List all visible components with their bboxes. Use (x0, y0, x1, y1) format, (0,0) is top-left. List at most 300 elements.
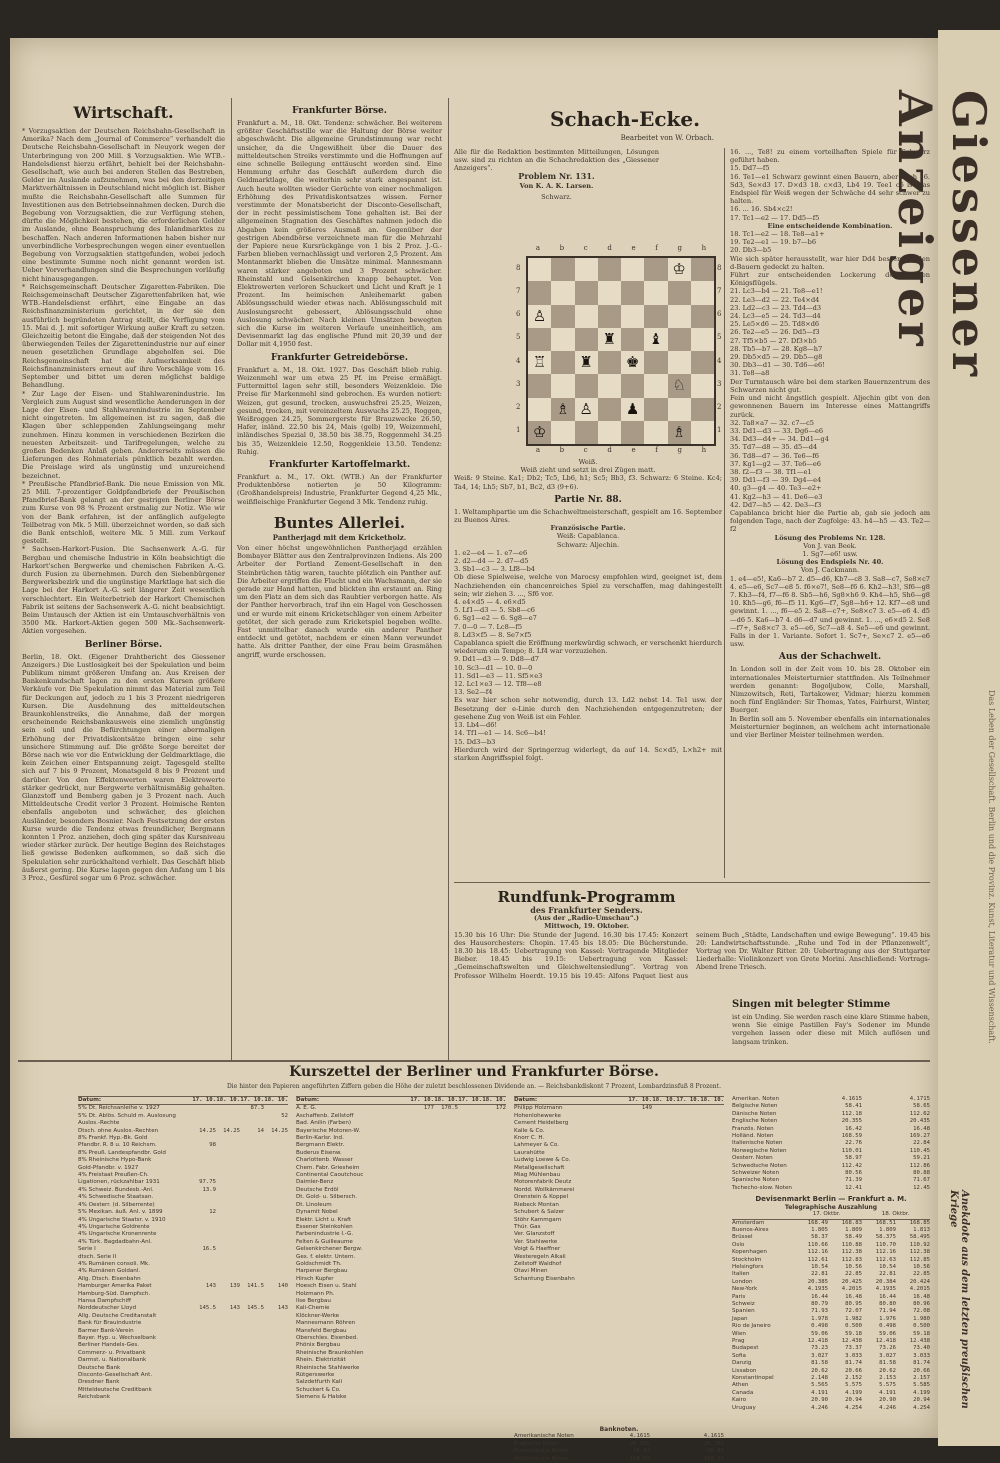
board-square (551, 351, 574, 374)
price-cell (482, 1305, 506, 1312)
security-name: Norddeutscher Lloyd (78, 1305, 137, 1312)
table-row (78, 1128, 288, 1135)
table-row (296, 1217, 506, 1224)
spine-small-text: Das Leben der Gesellschaft. Berlin und die Provinz. Kunst, Literatur und Wissenschaft. (987, 690, 996, 1044)
table-row (296, 1165, 506, 1172)
price-cell (458, 1202, 482, 1209)
price-cell (434, 1179, 458, 1186)
price-cell (434, 1113, 458, 1120)
price-cell (192, 1365, 216, 1372)
rate-cell: 168.85 (909, 1219, 930, 1226)
price-cell (240, 1291, 264, 1298)
price-cell (482, 1120, 506, 1127)
table-row (296, 1202, 506, 1209)
security-name: 4% Ungarische Goldrente (78, 1223, 150, 1230)
price-cell (192, 1194, 216, 1201)
fx-row (732, 1308, 930, 1315)
price-cell (240, 1172, 264, 1179)
rate-cell: 20.355 (841, 1118, 862, 1125)
schachwelt-text2: In Berlin soll am 5. November ebenfalls ein internationales Meisterturnier beginnen, an welchem acht internationale und vier Berliner Meister teilnehmen werden. (730, 714, 930, 740)
price-cell (216, 1120, 240, 1127)
price-cell: 14.25 (271, 1127, 288, 1134)
rate-cell: 12.418 (807, 1338, 828, 1344)
board-square: ♗ (551, 398, 574, 421)
board-square: ♝ (644, 328, 667, 351)
price-cell (264, 1179, 288, 1186)
security-name: Phönix Bergbau (296, 1342, 341, 1349)
rate-cell: 168.59 (629, 1455, 650, 1462)
side-white: Weiß. (578, 458, 598, 466)
rate-cell: 5.565 (811, 1382, 828, 1389)
rate-cell: 20.90 (879, 1397, 896, 1404)
fx-row (732, 1133, 930, 1140)
file-label: e (631, 244, 636, 252)
price-cell (700, 1194, 724, 1201)
price-cell: 12 (209, 1209, 216, 1216)
currency-name: Amsterdam (732, 1219, 765, 1226)
currency-name: Englische Noten (514, 1440, 560, 1447)
table-row (296, 1239, 506, 1246)
table-row (296, 1179, 506, 1186)
price-cell (264, 1135, 288, 1142)
price-cell (434, 1239, 458, 1246)
price-cell (700, 1135, 724, 1142)
price-cell (264, 1217, 288, 1224)
table-row (78, 1254, 288, 1261)
rate-cell: 112.18 (841, 1110, 862, 1117)
rate-cell: 12.45 (913, 1184, 930, 1191)
security-name: Voigt & Haeffner (514, 1246, 561, 1253)
rate-cell: 112.16 (807, 1249, 828, 1256)
board-square (691, 305, 714, 328)
board-square (551, 305, 574, 328)
rundfunk-subtitle: des Frankfurter Senders. (530, 905, 643, 915)
security-name: Buderus Eisenw. (296, 1149, 342, 1156)
price-cell (192, 1150, 216, 1157)
rate-cell: 112.38 (909, 1249, 930, 1256)
rate-cell: 4.199 (913, 1389, 930, 1396)
price-cell (410, 1120, 434, 1127)
price-cell (216, 1320, 240, 1327)
price-cell (216, 1394, 240, 1401)
file-label: g (677, 446, 682, 454)
problem-author: Von K. A. K. Larsen. (519, 182, 594, 190)
price-cell (434, 1357, 458, 1364)
fx-row (732, 1405, 930, 1412)
table-row (514, 1105, 724, 1112)
decisive-combination: Eine entscheidende Kombination. (767, 221, 893, 230)
price-cell (628, 1157, 652, 1164)
table-row (296, 1150, 506, 1157)
security-name: Bad. Anilin (Farben) (296, 1120, 352, 1127)
price-cell (264, 1172, 288, 1179)
price-cell (700, 1202, 724, 1209)
price-cell (434, 1224, 458, 1231)
security-name: Thür. Gas (514, 1223, 541, 1230)
rate-cell: 72.08 (913, 1308, 930, 1315)
price-cell (676, 1179, 700, 1186)
security-name: Dtsch. ohne Auslos.-Rechten (78, 1127, 159, 1134)
price-cell (216, 1224, 240, 1231)
price-cell (192, 1239, 216, 1246)
rank-label: 5 (516, 333, 521, 342)
price-cell (216, 1172, 240, 1179)
rate-cell: 112.42 (841, 1162, 862, 1169)
security-name: Otavi Minen (514, 1268, 548, 1275)
price-cell (434, 1320, 458, 1327)
rundfunk-text: 15.30 bis 16 Uhr: Die Stunde der Jugend. 16.30 bis 17.45: Konzert des Hausorchesters: Chopin. 17.45 bis 18.05: Die Bücherstunde. 18.30 bis 18.45: Uebertragung von Kassel: Vortragende Mitglieder Bieber. 18.45 bis 19.15: Uebertragung von Kassel: „Gemeinschaftswelten und Gleichweltensiedlung“. Vortrag von Professor Wilhelm Hoerdt. 19.15 bis 19.45: Alfons Paquet liest aus seinem Buch „Städte, Landschaften und ewige Bewegung“. 19.45 bis 20: Landwirtschaftsstunde. „Ruhe und Tod in der Pflanzenwelt“, Vortrag von Dr. Walter Ritter. 20: Uebertragung aus der Stuttgarter Liederhalle: Violinkonzert von Grete Morini. Anschließend: Vortrags-Abend Irene Triesch. (454, 930, 930, 980)
board-square (621, 421, 644, 444)
currency-name: Brüssel (732, 1234, 753, 1241)
price-cell (652, 1172, 676, 1179)
price-cell (676, 1261, 700, 1268)
rate-cell: 22.85 (845, 1271, 862, 1278)
board-square (598, 281, 621, 304)
price-cell (216, 1276, 240, 1283)
table-row (296, 1231, 506, 1238)
rundfunk-title: Rundfunk-Programm (497, 888, 676, 906)
price-cell (482, 1357, 506, 1364)
table-row (296, 1372, 506, 1379)
price-cell: 139 (229, 1283, 240, 1290)
security-name: 8% Preuß. Landespfandbr. Gold (78, 1149, 166, 1156)
rank-label: 5 (717, 333, 722, 342)
price-cell (192, 1120, 216, 1127)
price-cell (458, 1217, 482, 1224)
price-cell (482, 1187, 506, 1194)
file-label: d (607, 446, 612, 454)
currency-name: London (732, 1278, 753, 1285)
price-cell (192, 1320, 216, 1327)
currency-name: Oesterr. Noten (732, 1155, 773, 1162)
price-cell (216, 1291, 240, 1298)
table-row (514, 1231, 724, 1238)
rate-cell: 3.027 (811, 1352, 828, 1359)
table-row (514, 1172, 724, 1179)
rate-cell: 169.27 (909, 1133, 930, 1140)
rate-cell: 59.06 (811, 1330, 828, 1337)
partie-black: Schwarz: Aljechin. (556, 540, 620, 549)
security-name: Hansa Dampfschiff (78, 1297, 131, 1304)
table-row (296, 1157, 506, 1164)
price-cell (700, 1150, 724, 1157)
price-cell (676, 1194, 700, 1201)
board-square (691, 258, 714, 281)
board-square (644, 258, 667, 281)
price-cell (676, 1172, 700, 1179)
currency-name: Kopenhagen (732, 1249, 767, 1256)
price-cell (482, 1179, 506, 1186)
price-cell (240, 1179, 264, 1186)
price-cell (264, 1379, 288, 1386)
table-row (514, 1268, 724, 1275)
table-row (78, 1305, 288, 1312)
price-cell (676, 1231, 700, 1238)
price-cell (240, 1157, 264, 1164)
price-cell (410, 1357, 434, 1364)
comment-8: Fein und nicht ängstlich gespielt. Aljechin gibt von den gewonnenen Bauern im Interesse eines Mattangriffs zurück. (730, 394, 930, 419)
table-row (296, 1305, 506, 1312)
fx-row (732, 1331, 930, 1338)
price-cell (216, 1217, 240, 1224)
rate-cell: 12.438 (909, 1338, 930, 1344)
table-row (78, 1387, 288, 1394)
fx-row (732, 1148, 930, 1155)
price-cell (216, 1379, 240, 1386)
price-cell (628, 1142, 652, 1149)
board-square: ♗ (668, 421, 691, 444)
currency-name: Italien (732, 1271, 750, 1278)
table-row (296, 1120, 506, 1127)
price-cell (482, 1209, 506, 1216)
price-cell (240, 1120, 264, 1127)
price-cell (434, 1394, 458, 1401)
table-row (296, 1135, 506, 1142)
security-name: Stöhr Kammgarn (514, 1216, 562, 1223)
security-name: 4% Schwedische Staatsan. (78, 1194, 154, 1201)
price-cell (192, 1394, 216, 1401)
getreide-text: Frankfurt a. M., 18. Okt. 1927. Das Geschäft blieb ruhig. Weizenmehl war um etwa 25 Pf. im Preise ermäßigt. Futtermittel lagen sehr still, besonders Weizenkleie. Die Preise für Markenmehl sind gebrochen. Es wurden notiert: Weizen, gut gesund, trocken, auswuchsfrei 25.25, Weizen, gesund, trocken, mit vereinzeltem Auswuchs 25.25, Roggen, Weißroggen 24.25, Sommergerste für Brauzwecke 26.50, Hafer, inländ. 22.50 bis 24, Mais (gelb) 19, Weizenmehl, inländisches Spezial 0, 38.50 bis 38.75, Roggenmehl 34.25 bis 35, Weizenkleie 12.50, Roggenkleie 13.50. Tendenz: Ruhig. (237, 365, 442, 456)
board-square (551, 374, 574, 397)
price-cell (216, 1365, 240, 1372)
price-cell (628, 1150, 652, 1157)
table-header (78, 1096, 288, 1105)
board-ranks-left (516, 256, 520, 442)
fx-row (514, 1456, 724, 1463)
price-cell (216, 1105, 240, 1112)
price-cell (240, 1313, 264, 1320)
fx-row (732, 1397, 930, 1404)
price-cell: 143 (277, 1305, 288, 1312)
price-cell (458, 1254, 482, 1261)
table-row (78, 1268, 288, 1275)
price-cell (192, 1224, 216, 1231)
price-cell (652, 1135, 676, 1142)
table-row (78, 1372, 288, 1379)
security-name: Felten & Guilleaume (296, 1238, 353, 1245)
price-cell (482, 1165, 506, 1172)
price-cell (434, 1142, 458, 1149)
table-row (514, 1246, 724, 1253)
table-row (296, 1113, 506, 1120)
rate-cell: 1.982 (845, 1315, 862, 1322)
wirtschaft-p4: * Preußische Pfandbrief-Bank. Die neue Emission von Mk. 25 Mill. 7-prozentiger Goldpfandbriefe der Preußischen Pfandbrief-Bank gelangt an der gestrigen Berliner Börse zum Kurse von 98 % Prozent erstmalig zur Notiz. Wie wir von der Bank erfahren, ist der anfänglich aufgelegte Teilbetrag von Mk. 5 Mill. überzeichnet worden, so daß sich die Bank entschloß, weitere Mk. 5 Mill. zum Verkauf gestellt. (22, 479, 225, 546)
fx-row (732, 1234, 930, 1241)
rate-cell: 16.42 (633, 1448, 650, 1455)
board-square (644, 281, 667, 304)
price-cell (264, 1320, 288, 1327)
price-cell (192, 1291, 216, 1298)
price-cell (676, 1268, 700, 1275)
table-row (514, 1224, 724, 1231)
price-cell (264, 1350, 288, 1357)
table-row (296, 1268, 506, 1275)
price-cell (434, 1246, 458, 1253)
table-header-date: 17. 10. (192, 1097, 216, 1103)
price-cell (676, 1246, 700, 1253)
fx-row (514, 1433, 724, 1440)
currency-name: Danzig (732, 1360, 752, 1367)
devisen-title: Devisenmarkt Berlin — Frankfurt a. M. (755, 1195, 907, 1204)
rank-label: 1 (717, 426, 722, 435)
rate-cell: 80.79 (811, 1300, 828, 1307)
fx-row (732, 1227, 930, 1234)
price-cell (482, 1320, 506, 1327)
security-name: Commerz- u. Privatbank (78, 1349, 146, 1356)
price-cell (240, 1268, 264, 1275)
rate-cell: 1.809 (845, 1226, 862, 1233)
rate-cell: 112.38 (841, 1249, 862, 1256)
security-name: Rütgerswerke (296, 1372, 335, 1379)
rate-cell: 20.335 (629, 1440, 650, 1447)
price-cell (676, 1209, 700, 1216)
table-row (78, 1135, 288, 1142)
board-square (621, 305, 644, 328)
frankfurter-boerse-text: Frankfurt a. M., 18. Okt. Tendenz: schwächer. Bei weiterem größter Geschäftsstille war die Haltung der Börse weiter abgeschwächt. Die allgemeine Grundstimmung war recht unsicher, da die Ungewißheit über die Dauer des mitteldeutschen Streiks verstimmte und die Hoffnungen auf eine schnelle Beilegung enttäuscht worden sind. Eine Hemmung erfuhr das Geschäft außerdem durch die Geldmarktlage, die weiterhin sehr stark angespannt ist. Auch heute wollten wieder Gerüchte von einer nochmaligen Erhöhung des Privatdiskontsatzes wissen. Ferner verstimmte der Monatsbericht der Disconto-Gesellschaft, der in recht pessimistischem Tone gehalten ist. Bei der allgemeinen Stagnation des Geschäftes nahmen jedoch die Abgaben kein größeres Ausmaß an. Gegenüber der gestrigen Abendbörse verzeichnete man für die Mehrzahl der Papiere neue Kursrückgänge von 1 bis 2 Proz. J.-G.-Farben blieben vernachlässigt und verloren 2,5 Prozent. Am Montanmarkt blieben die Umsätze minimal. Mannesmann waren stärker angeboten und 3 Prozent schwächer. Rheinstahl und Gelsenkirchen knapp behauptet. Von Elektrowerten verloren Schuckert und Licht und Kraft je 1 Prozent. Im heimischen Anleihemarkt gaben Ablösungsschuld wieder etwas nach. Ablösungsschuld mit Auslosungsrecht gebessert, Ablösungsschuld ohne Auslosung schwächer. Nach kleinen Umsätzen bewegten sich die Kurse im weiteren Verlaufe uneinheitlich, am Devisenmarkt lag das englische Pfund mit 20,39 und der Dollar mit 4,1950 fest. (237, 119, 442, 349)
security-name: Ges. f. elektr. Untern. (296, 1253, 356, 1260)
fx-row (732, 1390, 930, 1397)
fx-row (732, 1249, 930, 1256)
board-square (691, 351, 714, 374)
loesung-text: 1. Sg7—e6! usw. (802, 549, 858, 558)
price-cell (240, 1135, 264, 1142)
devisen-day-2: 18. Oktbr. (881, 1211, 910, 1218)
security-name: Schantung Eisenbahn (514, 1275, 575, 1282)
price-cell (192, 1313, 216, 1320)
spine-masthead: Giessener Anzeiger (888, 90, 996, 381)
price-cell (628, 1246, 652, 1253)
column-divider (231, 98, 232, 1060)
price-cell (628, 1276, 652, 1283)
fx-row (732, 1382, 930, 1389)
security-name: Dt. Linoleum (296, 1201, 332, 1208)
table-row (78, 1179, 288, 1186)
price-cell (458, 1372, 482, 1379)
price-cell (434, 1305, 458, 1312)
rundfunk-box (454, 888, 930, 980)
rate-cell: 4.1615 (629, 1433, 650, 1440)
security-name: Farbenindustrie I.-G. (296, 1231, 354, 1238)
rate-cell: 4.2015 (909, 1286, 930, 1293)
security-name: Reichsbank (78, 1394, 110, 1401)
rank-label: 3 (516, 379, 521, 388)
partie-intro: 1. Weltamphpartie um die Schachweltmeisterschaft, gespielt am 16. September zu Buenos Aires. (454, 507, 722, 525)
price-cell (240, 1298, 264, 1305)
rate-cell: 20.90 (811, 1397, 828, 1404)
price-cell (410, 1239, 434, 1246)
endspiel-title: Lösung des Endspiels Nr. 40. (776, 558, 884, 567)
rate-cell: 1.978 (811, 1315, 828, 1322)
comment-4: Hierdurch wird der Springerzug widerlegt, da auf 14. Sc×d5, L×h2+ mit starken Angriffsspiel folgt. (454, 745, 722, 762)
price-cell (410, 1246, 434, 1253)
rate-cell: 16.48 (845, 1293, 862, 1300)
schach-title: Schach-Ecke. (549, 107, 701, 131)
price-cell (264, 1202, 288, 1209)
rate-cell: 81.74 (845, 1360, 862, 1367)
table-row (78, 1313, 288, 1320)
currency-name: Japan (732, 1315, 748, 1322)
price-cell (458, 1291, 482, 1298)
board-square (691, 421, 714, 444)
security-name: Motorenfabrik Deutz (514, 1179, 572, 1186)
board-square (691, 398, 714, 421)
rate-cell: 3.033 (913, 1352, 930, 1359)
security-name: 4% Freistaat Preußen-Ch. (78, 1172, 149, 1179)
price-cell (652, 1231, 676, 1238)
rate-cell: 168.49 (807, 1219, 828, 1226)
banknoten-title: Banknoten. (599, 1426, 639, 1433)
price-cell (700, 1142, 724, 1149)
rate-cell: 4.254 (913, 1404, 930, 1411)
fx-row (732, 1155, 930, 1162)
price-cell (458, 1379, 482, 1386)
rate-cell: 112.16 (875, 1249, 896, 1256)
fx-row (732, 1375, 930, 1382)
wirtschaft-p5: * Sachsen-Harkort-Fusion. Die Sachsenwerk A.-G. für Bergbau und chemische Industrie in Köln beabsichtigt die Harkort'schen Bergwerke und chemischen Fabriken A.-G. durch Fusion zu übernehmen. Durch den Siebenbürgener Bergwerksbezirk und die ungünstige Marktlage hat sich die Lage bei der Harkort A.-G. seit längerer Zeit wesentlich verschlechtert. Ein Weiterbetrieb der Harkort Chemischen Fabrik ist seitens der Sachsenwerk A.-G. nicht beabsichtigt. Beim Umtausch der Aktien ist ein Umtauschverhältnis von 3500 Mk. Harkort-Aktien gegen 500 Mk.-Sachsenwerk-Aktien vorgesehen. (22, 545, 225, 636)
endspiel-author: Von J. Cackmann. (800, 566, 860, 575)
price-cell: 149 (641, 1105, 652, 1112)
price-cell (458, 1365, 482, 1372)
price-cell (458, 1313, 482, 1320)
price-cell (410, 1313, 434, 1320)
board-square (644, 398, 667, 421)
wirtschaft-column (22, 102, 225, 882)
security-name: Barmer Bank-Verein (78, 1327, 134, 1334)
price-cell (458, 1261, 482, 1268)
price-cell (240, 1372, 264, 1379)
table-row (514, 1113, 724, 1120)
price-cell (240, 1142, 264, 1149)
rate-cell: 0.500 (845, 1323, 862, 1330)
price-cell: 14 (257, 1127, 264, 1134)
currency-name: Holländische Noten (514, 1455, 569, 1462)
price-cell (652, 1187, 676, 1194)
table-row (296, 1246, 506, 1253)
file-label: a (535, 446, 540, 454)
rate-cell: 4.191 (879, 1389, 896, 1396)
price-cell (410, 1372, 434, 1379)
price-cell (192, 1172, 216, 1179)
rate-cell: 110.45 (909, 1147, 930, 1154)
price-cell (652, 1150, 676, 1157)
file-label: b (559, 446, 565, 454)
price-cell (676, 1224, 700, 1231)
fx-row (732, 1185, 930, 1192)
newspaper-page (10, 38, 938, 1462)
price-cell (676, 1128, 700, 1135)
fx-row (732, 1177, 930, 1184)
board-square (575, 258, 598, 281)
berliner-boerse-title: Berliner Börse. (84, 639, 163, 650)
security-name: 4% Ungarische Staatsr. v. 1910 (78, 1216, 166, 1223)
table-row (296, 1357, 506, 1364)
rate-cell: 110.66 (807, 1241, 828, 1248)
table-header-date: 17. 10. (628, 1097, 652, 1103)
problem-caption: Weiß zieht und setzt in drei Zügen matt. (520, 466, 656, 475)
rate-cell: 20.94 (845, 1397, 862, 1404)
security-name: Hohenlohewerke (514, 1112, 561, 1119)
price-cell (410, 1291, 434, 1298)
security-name: 4% Rumänen consoli. Mk. (78, 1260, 150, 1267)
security-name: Continental Caoutchouc (296, 1172, 364, 1179)
fx-row (732, 1271, 930, 1278)
price-cell (652, 1105, 676, 1112)
table-row (78, 1246, 288, 1253)
price-cell (216, 1239, 240, 1246)
price-cell (240, 1335, 264, 1342)
price-cell (240, 1357, 264, 1364)
board-square (644, 351, 667, 374)
